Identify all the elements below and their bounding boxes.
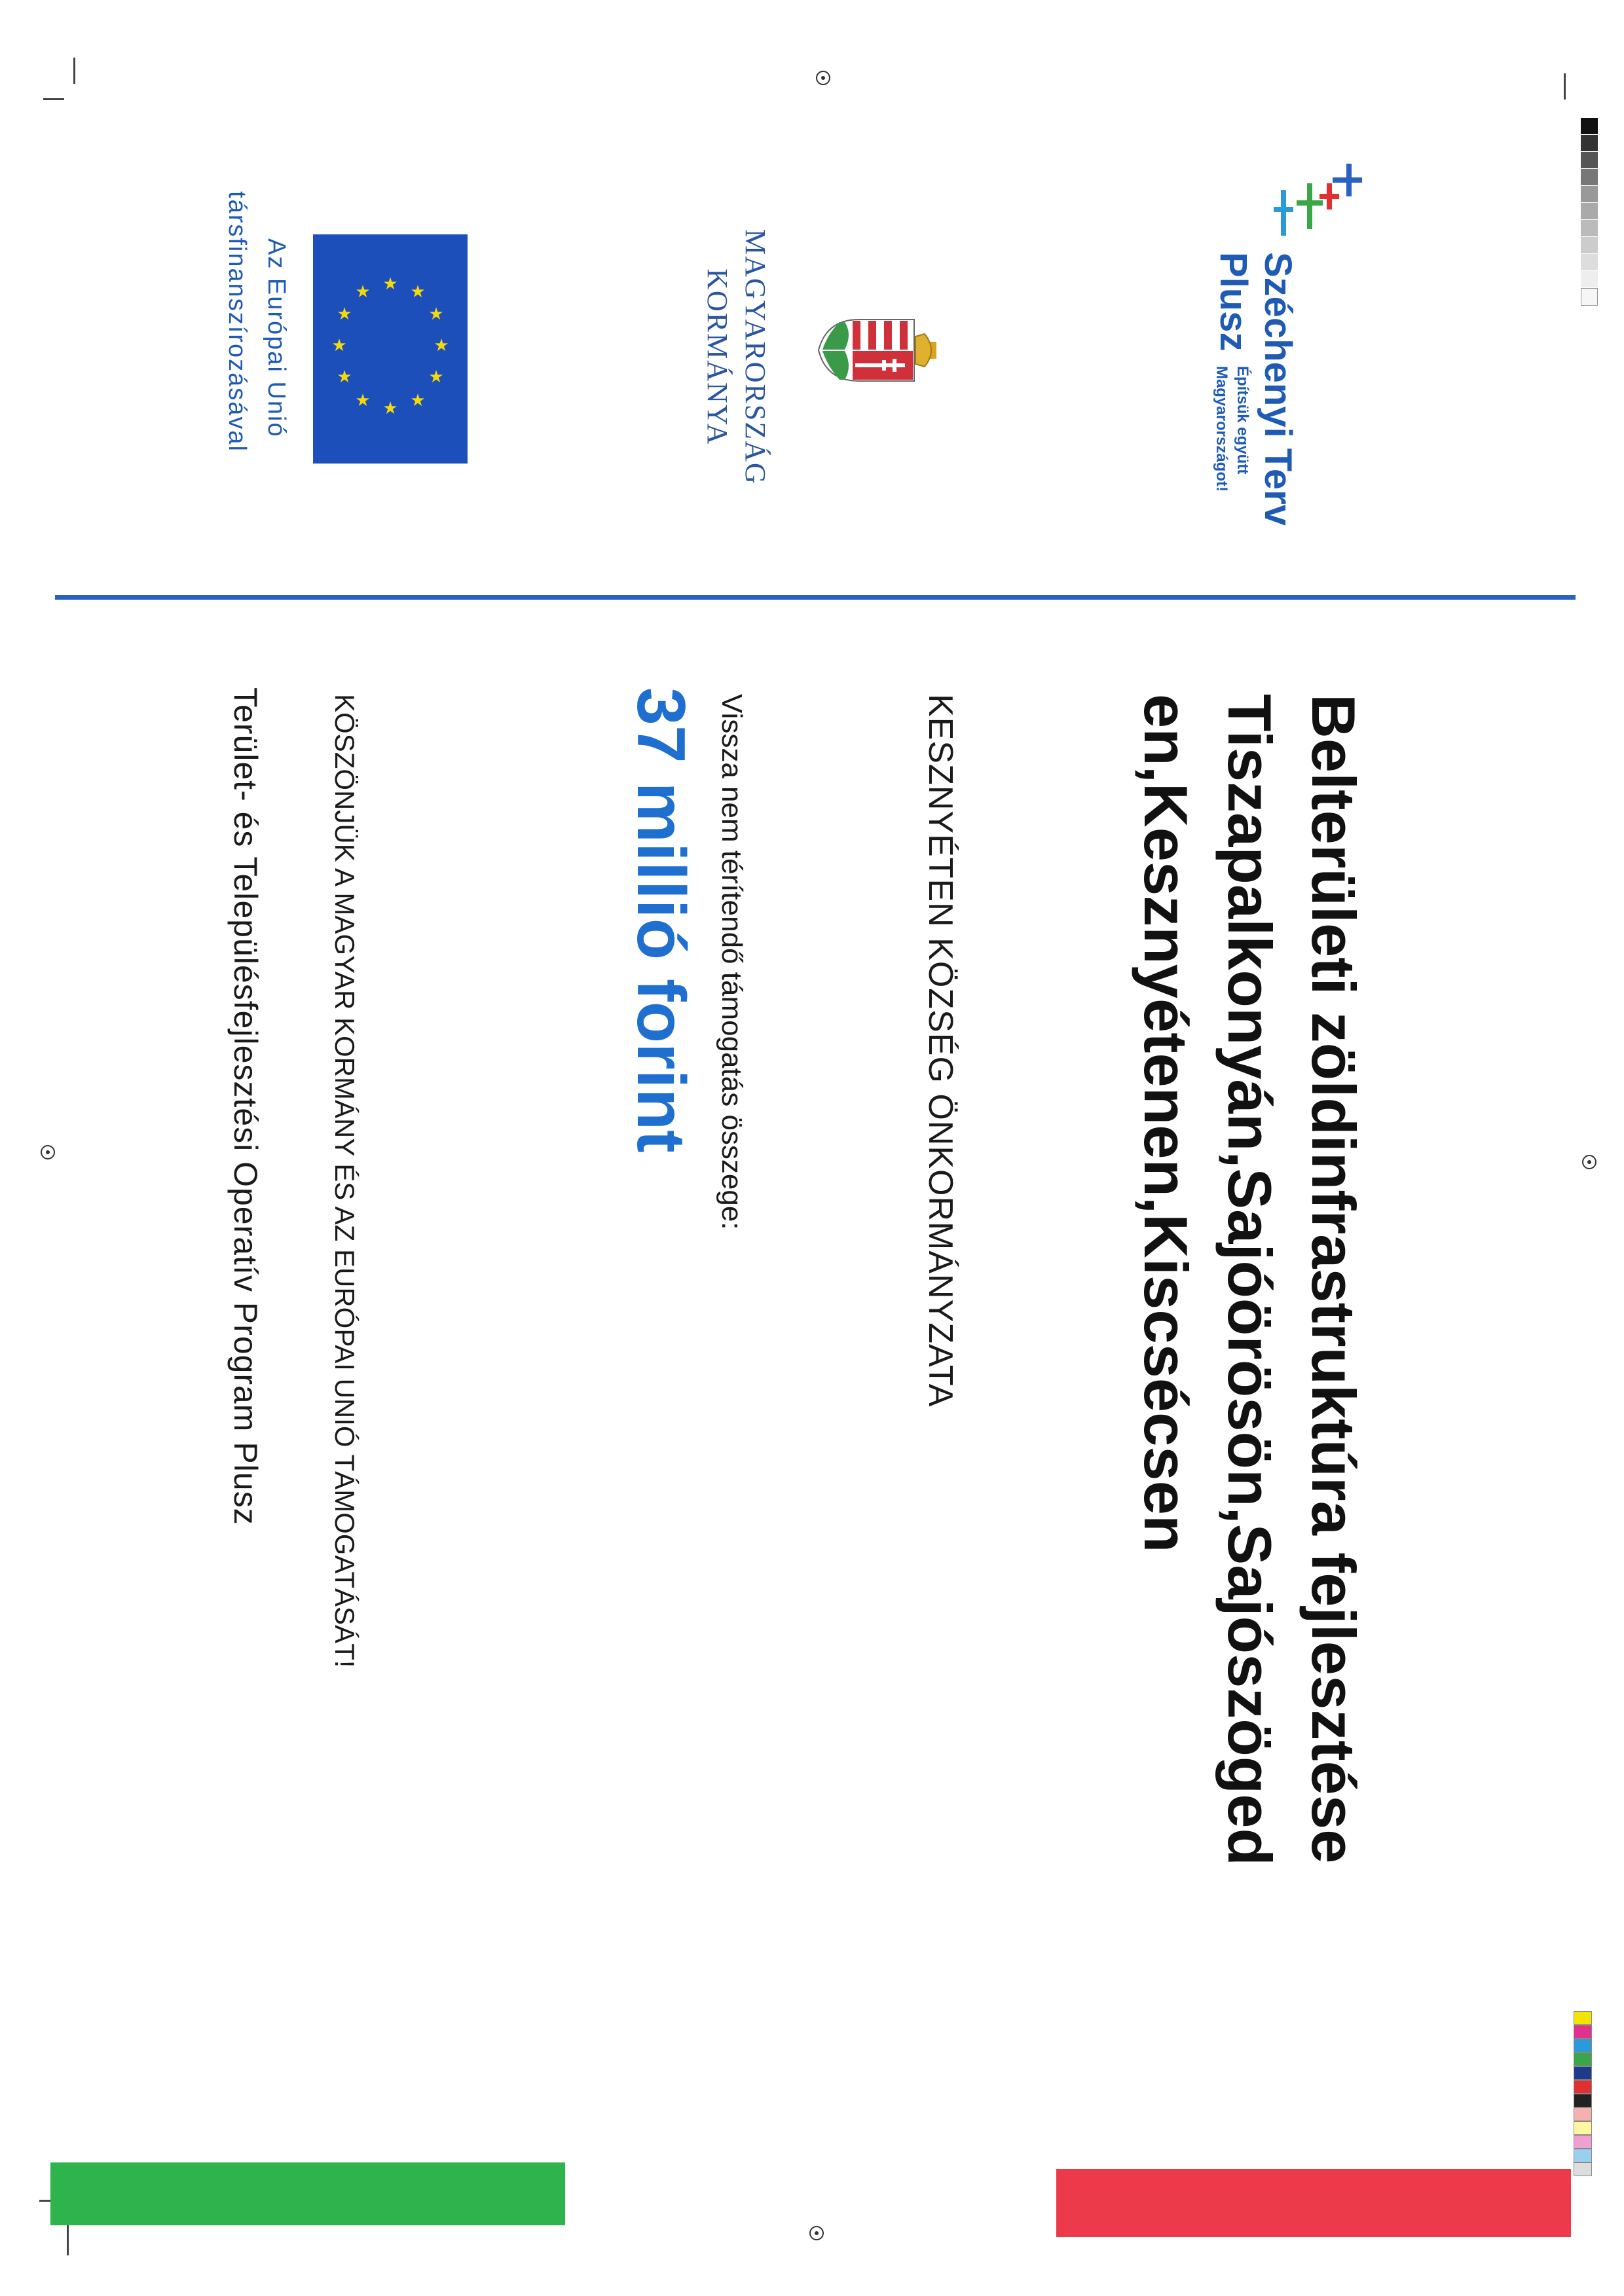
svg-text:★: ★ <box>337 304 352 324</box>
government-line2: KORMÁNYA <box>701 268 733 446</box>
svg-text:★: ★ <box>410 282 426 302</box>
svg-text:★: ★ <box>428 367 444 387</box>
hungarian-coat-of-arms-icon <box>781 308 938 393</box>
thanks-text: KÖSZÖNJÜK A MAGYAR KORMÁNY ÉS AZ EURÓPAI UNIÓ TÁMOGATÁSÁT! <box>329 694 360 1668</box>
szechenyi-name-line1: Széchenyi Terv <box>1257 252 1299 526</box>
svg-text:★: ★ <box>355 391 371 410</box>
crop-mark <box>73 58 75 84</box>
svg-text:★: ★ <box>410 391 426 410</box>
greyscale-calibration-strip <box>1581 118 1598 314</box>
eu-flag-icon <box>313 234 468 464</box>
svg-text:★: ★ <box>434 336 449 355</box>
svg-text:★: ★ <box>355 282 371 302</box>
szechenyi-slogan-line1: Építsük együtt <box>1234 365 1251 475</box>
registration-mark <box>1582 1155 1596 1169</box>
crop-mark <box>67 2223 69 2255</box>
eu-line1: Az Európai Unió <box>263 238 290 438</box>
crop-mark <box>43 98 64 100</box>
program-name: Terület- és Településfejlesztési Operatív Program Plusz <box>227 687 264 1525</box>
svg-text:★: ★ <box>331 336 347 355</box>
government-logo-text <box>698 229 774 485</box>
svg-text:★: ★ <box>337 367 352 387</box>
title-line-3: en,Kesznyétenen,Kiscsécsen <box>1132 694 1200 1553</box>
project-title <box>1124 694 1375 1866</box>
grant-label: Vissza nem térítendő támogatás összege: <box>716 694 748 1230</box>
color-calibration-strip <box>1574 2011 1592 2208</box>
szechenyi-logo-text <box>1211 252 1300 526</box>
svg-text:★: ★ <box>382 399 398 418</box>
title-line-1: Belterületi zöldinfrastruktúra fejlesztése <box>1299 694 1368 1864</box>
registration-mark <box>809 2226 824 2240</box>
svg-text:★: ★ <box>382 274 398 294</box>
red-color-bar <box>1056 2169 1571 2237</box>
divider-line <box>55 595 1576 600</box>
eu-line2: társfinanszírozásával <box>223 191 251 452</box>
registration-mark <box>816 71 830 85</box>
government-line1: MAGYARORSZÁG <box>739 229 771 485</box>
beneficiary-name: KESZNYÉTEN KÖZSÉG ÖNKORMÁNYZATA <box>921 694 959 1408</box>
grant-amount: 37 millió forint <box>623 687 699 1153</box>
svg-text:★: ★ <box>428 304 444 324</box>
eu-logo-text <box>217 191 296 452</box>
szechenyi-slogan-line2: Magyarországot! <box>1213 365 1230 492</box>
szechenyi-name-line2: Plusz <box>1212 252 1255 352</box>
crop-mark <box>1564 73 1566 100</box>
green-color-bar <box>50 2162 565 2225</box>
szechenyi-terv-logo-mark <box>1270 164 1362 242</box>
title-line-2: Tiszapalkonyán,Sajóörösön,Sajószöged <box>1215 694 1284 1866</box>
registration-mark <box>41 1145 55 1159</box>
